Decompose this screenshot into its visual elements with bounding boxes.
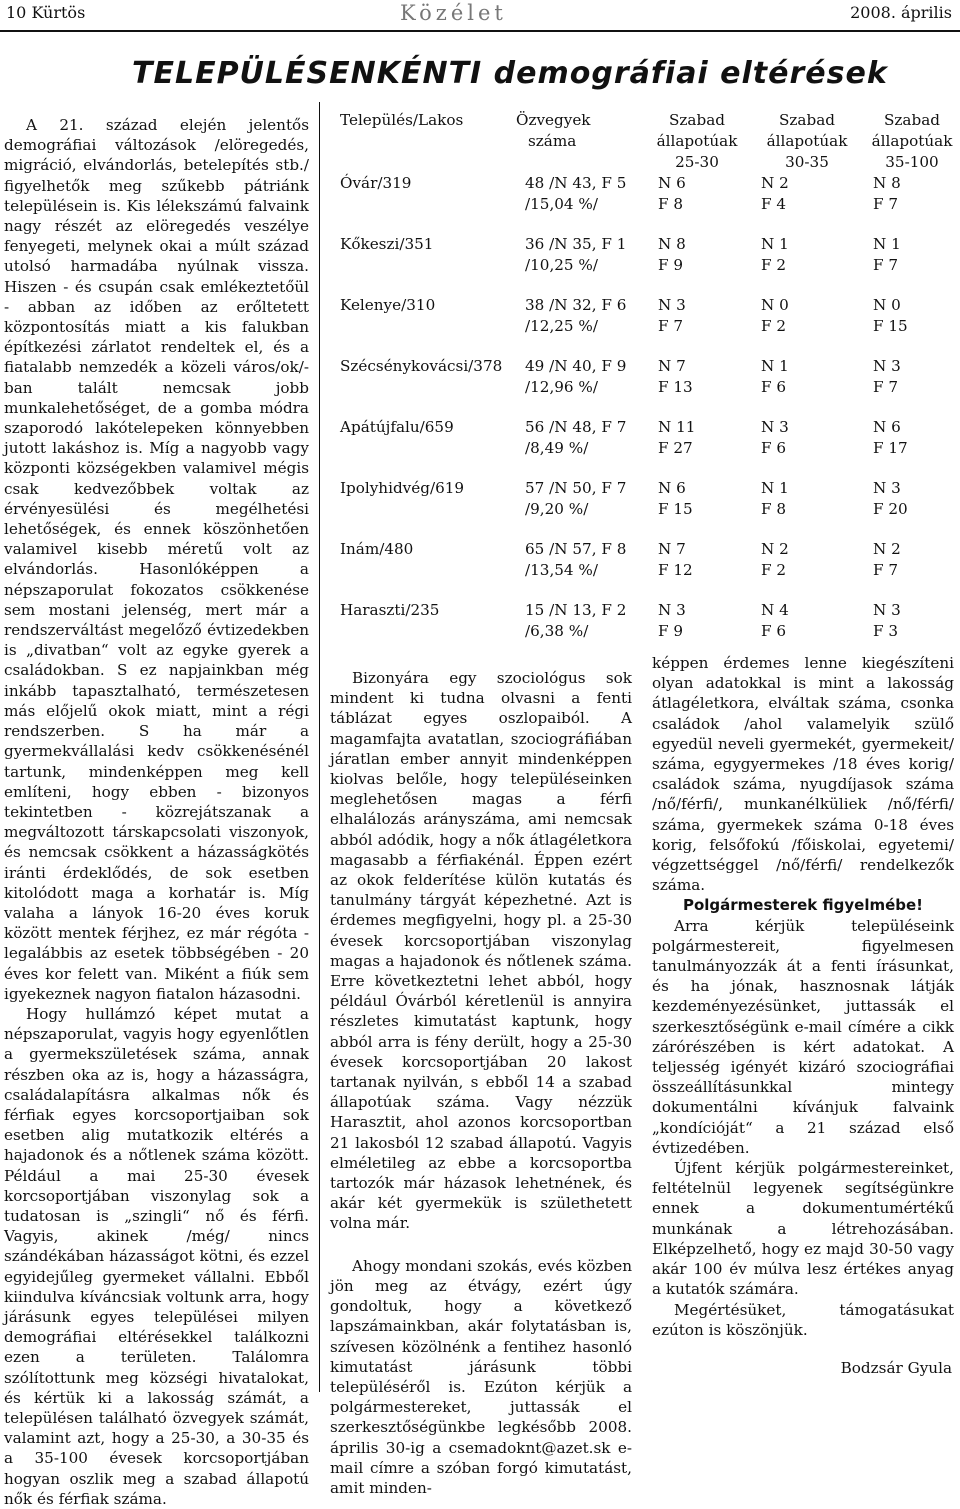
cell-line: N 6 xyxy=(658,479,686,497)
header-rule xyxy=(0,30,960,32)
table-row xyxy=(340,539,955,583)
table-header-widowed xyxy=(516,110,591,152)
cell-line: N 3 xyxy=(658,601,686,619)
cell-line: /6,38 %/ xyxy=(525,622,589,640)
header-line: száma xyxy=(528,132,577,150)
header-line: Település/Lakos xyxy=(340,111,464,129)
cell-line: 36 /N 35, F 1 xyxy=(525,235,627,253)
column-1 xyxy=(4,115,309,1509)
cell-c xyxy=(873,356,901,398)
header-line: Szabad xyxy=(779,111,835,129)
paragraph-5: képpen érdemes lenne kiegészíteni olyan adatokkal is mint a lakosság átlagéletkora, elváltak száma, csonka családok /ahol valamelyik szülő egyedül neveli gyermekét, gyermekeit/ száma, egygyermekes /18 éves korig/ családok száma, nyugdíjasok száma /nő/férfi/, munkanélküliek /nő/férfi/ száma, gyermekek száma 0-18 éves korig, felsőfokú /főiskolai, egyetemi/ végzettséggel /nő/férfi/ rendelkezők száma. xyxy=(652,654,954,895)
cell-w xyxy=(525,234,626,276)
cell-line: F 13 xyxy=(658,378,693,396)
cell-line: F 7 xyxy=(873,256,899,274)
cell-line: Kelenye/310 xyxy=(340,296,436,314)
cell-b xyxy=(761,234,789,276)
cell-line: N 6 xyxy=(658,174,686,192)
cell-w xyxy=(525,539,626,581)
cell-w xyxy=(525,173,626,215)
cell-place xyxy=(340,295,435,316)
cell-place xyxy=(340,356,502,377)
cell-a xyxy=(658,478,693,520)
cell-line: 49 /N 40, F 9 xyxy=(525,357,627,375)
cell-line: /12,96 %/ xyxy=(525,378,598,396)
cell-line: F 7 xyxy=(873,561,899,579)
column-3 xyxy=(652,653,954,1378)
cell-line: F 7 xyxy=(658,317,684,335)
cell-place xyxy=(340,173,411,194)
cell-a xyxy=(658,295,686,337)
cell-b xyxy=(761,417,789,459)
page-header xyxy=(0,0,960,28)
cell-w xyxy=(525,417,626,459)
cell-line: F 7 xyxy=(873,378,899,396)
cell-line: N 0 xyxy=(873,296,901,314)
cell-place xyxy=(340,417,454,438)
cell-line: N 1 xyxy=(761,479,789,497)
cell-line: /8,49 %/ xyxy=(525,439,589,457)
cell-c xyxy=(873,478,908,520)
table-header-single-35-100 xyxy=(858,110,960,173)
cell-line: N 11 xyxy=(658,418,696,436)
cell-line: N 2 xyxy=(873,540,901,558)
cell-w xyxy=(525,600,626,642)
cell-line: Szécsénykovácsi/378 xyxy=(340,357,503,375)
cell-a xyxy=(658,417,695,459)
cell-a xyxy=(658,356,693,398)
cell-line: 38 /N 32, F 6 xyxy=(525,296,627,314)
paragraph-1: A 21. század elején jelentős demográfiai változások /elöregedés, migráció, elvándorlás, betelepítés stb./ figyelhetők meg szűkebb pátriánk településein is. Kis lélekszámú falvaink nagy részét az elöregedés veszélye fenyegeti, melynek okai a múlt század utolsó harmadába nyúlnak vissza. Hiszen - és csupán csak emlékeztetőül - abban az időben az erőltetett központosítás miatt a kis falukban építkezési zárlatot rendeltek el, és a fiatalabb nemzedék a közeli város/ok/-ban talált nemcsak jobb munkalehetőséget, de a gomba módra szaporodó lakótelepeken könnyebben jutott lakáshoz is. Míg a nagyobb vagy központi községekben valamivel mégis csak kedvezőbbek voltak az érvényesülési és megélhetési lehetőségek, és ennek köszönhetően valamivel kisebb méretű volt az elvándorlás. Hasonlóképpen a népszaporulat fokozatos csökkenése sem mostani jelenség, mert már a rendszerváltást megelőző évtizedekben is „divatban“ volt az egyke gyerek a családokban. S ez napjainkban még inkább tapasztalható, természetesen más előjelű okok miatt, mint a régi rendszerben. S ha már a gyermekvállalási kedv csökkenésénél tartunk, mindenképpen meg kell említeni, hogy ebben - bizonyos tekintetben - közrejátszanak a megváltozott társkapcsolati viszonyok, és nemcsak csökkent a házasságkötés iránti érdeklődés, de sok esetben kitolódott maga a korhatár is. Míg valaha a lányok 16-20 éves koruk között mentek férjhez, ez már régóta - legalábbis az esetek többségében - 20 éves kor felett van. Miként a fiúk sem igyekeznek nagyon fiatalon házasodni. xyxy=(4,116,309,1003)
cell-c xyxy=(873,234,901,276)
paragraph-8: Megértésüket, támogatásukat ezúton is köszönjük. xyxy=(652,1300,954,1339)
cell-a xyxy=(658,234,686,276)
table-row xyxy=(340,295,955,339)
cell-line: N 2 xyxy=(761,174,789,192)
cell-w xyxy=(525,478,626,520)
cell-line: Apátújfalu/659 xyxy=(340,418,454,436)
cell-line: N 4 xyxy=(761,601,789,619)
paragraph-4: Ahogy mondani szokás, evés közben jön meg az étvágy, ezért úgy gondoltuk, hogy a következő lapszámainkban, akár folytatásban is, szívesen közölnénk a fentihez hasonló kimutatást járásunk többi településéről is. Ezúton kérjük a polgármestereket, juttassák el szerkesztőségünkbe legkésőbb 2008. április 30-ig a csemadoknt@azet.sk e-mail címre a szóban forgó kimutatást, amit minden- xyxy=(330,1256,632,1497)
table-row xyxy=(340,478,955,522)
paragraph-6: Arra kérjük településeink polgármestereit, figyelmesen tanulmányozzák át a fenti írásunkat, és ha jónak, hasznosnak látják kezdeményezésünket, juttassák el szerkesztőségünk e-mail címére a cikk zárórészében is kért adatokat. A teljesség igényét kizáró szociográfiai összeállításunkkal mintegy dokumentálni kívánjuk falvaink „kondícióját“ a 21 század első évtizedében. xyxy=(652,916,954,1157)
cell-line: Haraszti/235 xyxy=(340,601,440,619)
cell-line: N 1 xyxy=(761,235,789,253)
table-row xyxy=(340,234,955,278)
cell-line: N 3 xyxy=(761,418,789,436)
page-number-label: 10 Kürtös xyxy=(6,3,86,22)
header-line: Szabad xyxy=(884,111,940,129)
cell-a xyxy=(658,539,693,581)
cell-line: F 15 xyxy=(658,500,693,518)
header-line: állapotúak xyxy=(871,132,953,150)
cell-line: F 7 xyxy=(873,195,899,213)
cell-line: N 2 xyxy=(761,540,789,558)
header-line: állapotúak xyxy=(766,132,848,150)
cell-line: F 8 xyxy=(761,500,787,518)
header-line: 30-35 xyxy=(785,153,829,171)
table-header-single-30-35 xyxy=(752,110,862,173)
cell-line: F 6 xyxy=(761,439,787,457)
cell-line: N 7 xyxy=(658,357,686,375)
cell-line: 65 /N 57, F 8 xyxy=(525,540,627,558)
paragraph-7: Újfent kérjük polgármestereinket, feltételnül legyenek segítségünkre ennek a dokumentumértékű munkának a létrehozásában. Elképzelhető, hogy ez majd 30-50 vagy akár 100 év múlva lesz értékes anyag a kutatók számára. xyxy=(652,1159,954,1299)
cell-line: 57 /N 50, F 7 xyxy=(525,479,627,497)
cell-line: Ipolyhidvég/619 xyxy=(340,479,465,497)
cell-line: F 9 xyxy=(658,622,684,640)
table-header-place xyxy=(340,110,463,131)
column-2 xyxy=(330,668,632,1498)
section-subheading: Polgármesterek figyelmébe! xyxy=(682,896,924,915)
cell-line: N 3 xyxy=(873,601,901,619)
cell-line: F 9 xyxy=(658,256,684,274)
cell-c xyxy=(873,600,901,642)
cell-line: N 1 xyxy=(761,357,789,375)
cell-b xyxy=(761,356,789,398)
cell-line: /9,20 %/ xyxy=(525,500,589,518)
paragraph-3: Bizonyára egy szociológus sok mindent ki tudna olvasni a fenti táblázat egyes oszlopaiból. A magamfajta avatatlan, szociográfiában járatlan ember annyit mindenképpen kiolvas belőle, hogy településeinken meglehetősen magas a férfi elhalálozás arányszáma, ami nemcsak abból adódik, hogy a nők átlagéletkora magasabb a férfiakénál. Éppen ezért az okok felderítése külön kutatás és tanulmány tárgyát képezhetné. Azt is érdemes megfigyelni, hogy pl. a 25-30 évesek korcsoportjában viszonylag magas a hajadonok és nőtlenek száma. Erre következtetni lehet abból, hogy például Óvárból kéretlenül is annyira részletes kimutatást kaptunk, hogy abból arra is fény derült, hogy a 25-30 évesek korcsoportjában 20 lakost tartanak nyilván, s ebből 14 a szabad állapotúak száma. Vagy nézzük Harasztit, ahol azonos korcsoportban 21 lakosból 12 szabad állapotú. Vagyis elméletileg az ebbe a korcsoportba tartozók már házasok lehetnének, és akár két gyermekük is születhetett volna már. xyxy=(330,669,632,1233)
cell-line: F 2 xyxy=(761,317,787,335)
cell-line: Óvár/319 xyxy=(340,174,412,192)
column-divider xyxy=(319,102,320,1392)
cell-a xyxy=(658,600,686,642)
cell-line: F 6 xyxy=(761,622,787,640)
cell-c xyxy=(873,295,908,337)
header-line: 35-100 xyxy=(885,153,939,171)
cell-b xyxy=(761,539,789,581)
cell-w xyxy=(525,356,626,398)
table-row xyxy=(340,356,955,400)
cell-c xyxy=(873,173,901,215)
cell-place xyxy=(340,600,439,621)
table-row xyxy=(340,173,955,217)
cell-line: N 6 xyxy=(873,418,901,436)
cell-a xyxy=(658,173,686,215)
issue-date: 2008. április xyxy=(850,3,952,22)
cell-place xyxy=(340,234,433,255)
cell-b xyxy=(761,600,789,642)
cell-line: F 2 xyxy=(761,561,787,579)
cell-line: F 17 xyxy=(873,439,908,457)
cell-line: F 12 xyxy=(658,561,693,579)
article-title: TELEPÜLÉSENKÉNTI demográfiai eltérések xyxy=(132,56,888,91)
cell-line: F 20 xyxy=(873,500,908,518)
cell-line: 48 /N 43, F 5 xyxy=(525,174,627,192)
cell-line: Kőkeszi/351 xyxy=(340,235,434,253)
header-line: Szabad xyxy=(669,111,725,129)
cell-c xyxy=(873,417,908,459)
cell-line: F 2 xyxy=(761,256,787,274)
cell-line: F 3 xyxy=(873,622,899,640)
section-label: Közélet xyxy=(400,1,507,25)
paragraph-2: Hogy hullámzó képet mutat a népszaporulat, vagyis hogy egyenlőtlen a gyermekszületések száma, annak részben oka az is, hogy a házasságra, családalapításra alkalmas nők és férfiak egyes korcsoportjaiban sok esetben alig mutatkozik eltérés a hajadonok és a nőtlenek száma között. Például a mai 25-30 évesek korcsoportjában viszonylag sok a tudatosan is „szingli“ nő és férfi. Vagyis, akinek /még/ nincs szándékában házasságot kötni, és ezzel egyidejűleg gyermeket vállalni. Ebből kiindulva kíváncsiak voltunk arra, hogy járásunk egyes települései milyen demográfiai eltérésekkel találkozni ezen a területen. Találomra szólítottunk meg községi hivatalokat, és kértük ki a lakosság számát, a településen található özvegyek számát, valamint azt, hogy a 25-30, a 30-35 és a 35-100 évesek korcsoportjában hogyan oszlik meg a szabad állapotú nők és férfiak száma. xyxy=(4,1004,309,1508)
table-row xyxy=(340,600,955,644)
table-header-single-25-30 xyxy=(642,110,752,173)
cell-place xyxy=(340,478,464,499)
cell-line: F 4 xyxy=(761,195,787,213)
cell-line: N 0 xyxy=(761,296,789,314)
cell-line: /10,25 %/ xyxy=(525,256,598,274)
cell-line: N 8 xyxy=(658,235,686,253)
cell-b xyxy=(761,478,789,520)
header-line: 25-30 xyxy=(675,153,719,171)
cell-line: /13,54 %/ xyxy=(525,561,598,579)
cell-b xyxy=(761,295,789,337)
cell-line: N 3 xyxy=(873,357,901,375)
cell-c xyxy=(873,539,901,581)
table-row xyxy=(340,417,955,461)
cell-line: N 7 xyxy=(658,540,686,558)
header-line: Özvegyek xyxy=(516,111,591,129)
cell-line: N 8 xyxy=(873,174,901,192)
cell-line: F 6 xyxy=(761,378,787,396)
cell-line: Inám/480 xyxy=(340,540,414,558)
cell-line: N 1 xyxy=(873,235,901,253)
cell-line: N 3 xyxy=(873,479,901,497)
cell-b xyxy=(761,173,789,215)
cell-line: 15 /N 13, F 2 xyxy=(525,601,627,619)
cell-line: 56 /N 48, F 7 xyxy=(525,418,627,436)
cell-line: F 27 xyxy=(658,439,693,457)
cell-w xyxy=(525,295,626,337)
cell-line: /15,04 %/ xyxy=(525,195,598,213)
cell-place xyxy=(340,539,413,560)
cell-line: F 15 xyxy=(873,317,908,335)
author-signature: Bodzsár Gyula xyxy=(840,1358,952,1377)
cell-line: /12,25 %/ xyxy=(525,317,598,335)
cell-line: F 8 xyxy=(658,195,684,213)
header-line: állapotúak xyxy=(656,132,738,150)
cell-line: N 3 xyxy=(658,296,686,314)
